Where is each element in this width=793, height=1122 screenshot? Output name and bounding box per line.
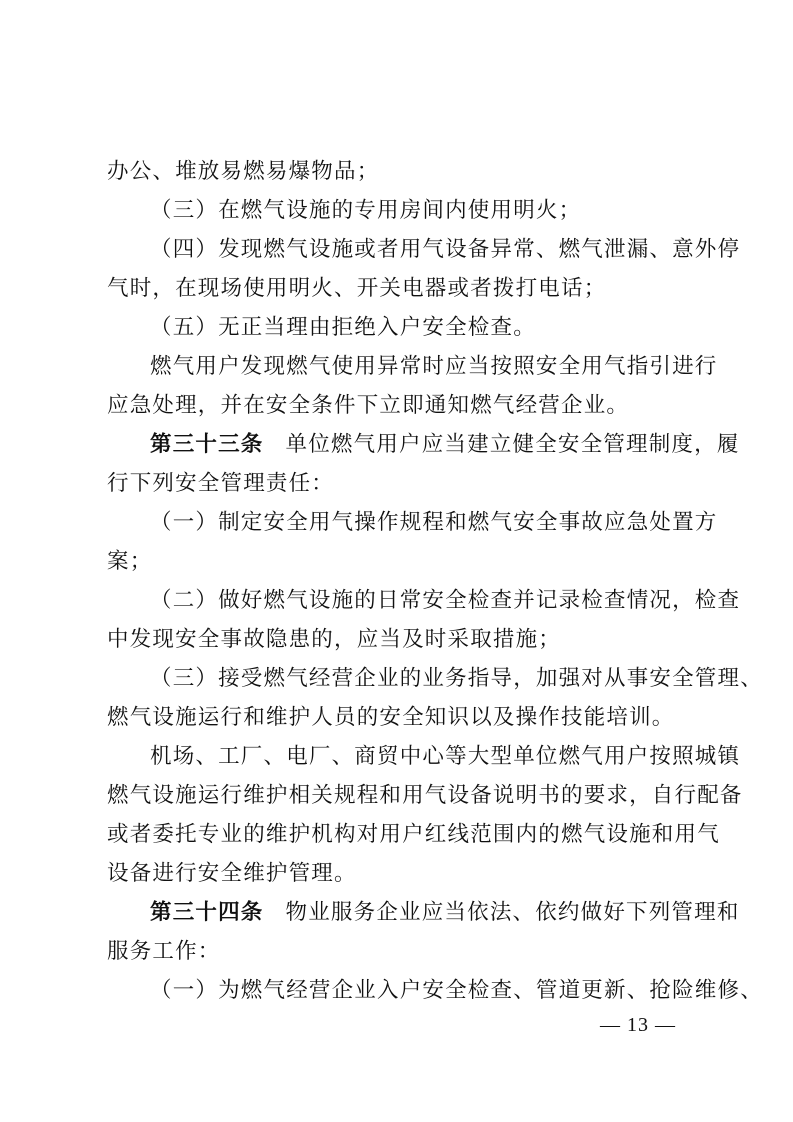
text-line: （二）做好燃气设施的日常安全检查并记录检查情况，检查 (150, 588, 741, 613)
text-line: 或者委托专业的维护机构对用户红线范围内的燃气设施和用气 (107, 822, 720, 847)
text-line: 燃气设施运行和维护人员的安全知识以及操作技能培训。 (107, 705, 675, 730)
article-33-text: 单位燃气用户应当建立健全安全管理制度，履 (285, 432, 740, 457)
text-line: 行下列安全管理责任： (107, 471, 335, 496)
text-line: 服务工作： (107, 939, 221, 964)
article-33-heading: 第三十三条 (150, 432, 264, 457)
article-34-heading: 第三十四条 (150, 900, 264, 925)
text-line: 机场、工厂、电厂、商贸中心等大型单位燃气用户按照城镇 (150, 744, 741, 769)
text-line: 办公、堆放易燃易爆物品； (107, 159, 380, 184)
article-34-text: 物业服务企业应当依法、依约做好下列管理和 (285, 900, 740, 925)
page-number: — 13 — (600, 1014, 676, 1036)
text-line: 燃气设施运行维护相关规程和用气设备说明书的要求，自行配备 (107, 783, 743, 808)
article-34-line (150, 899, 740, 927)
text-line: 气时，在现场使用明火、开关电器或者拨打电话； (107, 276, 607, 301)
text-line: 设备进行安全维护管理。 (107, 861, 357, 886)
text-line: 案； (107, 549, 153, 574)
text-line: （一）为燃气经营企业入户安全检查、管道更新、抢险维修、 (150, 978, 763, 1003)
text-line: （五）无正当理由拒绝入户安全检查。 (150, 315, 536, 340)
text-line: 中发现安全事故隐患的，应当及时采取措施； (107, 627, 562, 652)
article-33-line (150, 431, 740, 459)
text-line: 应急处理，并在安全条件下立即通知燃气经营企业。 (107, 393, 630, 418)
text-line: 燃气用户发现燃气使用异常时应当按照安全用气指引进行 (150, 354, 718, 379)
text-line: （一）制定安全用气操作规程和燃气安全事故应急处置方 (150, 510, 718, 535)
text-line: （四）发现燃气设施或者用气设备异常、燃气泄漏、意外停 (150, 237, 741, 262)
text-line: （三）接受燃气经营企业的业务指导，加强对从事安全管理、 (150, 666, 763, 691)
text-line: （三）在燃气设施的专用房间内使用明火； (150, 198, 582, 223)
